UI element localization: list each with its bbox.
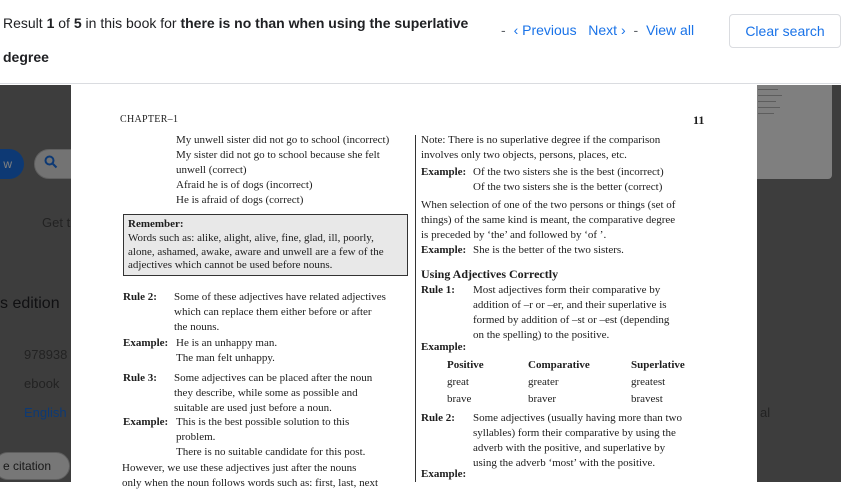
text-line: using the adverb ‘most’ with the positive. [473, 457, 656, 469]
example-label: Example: [421, 166, 467, 178]
result-index: 1 [46, 15, 55, 31]
text-line: they describe, while some as possible and [174, 387, 358, 399]
section-heading: Using Adjectives Correctly [421, 267, 559, 281]
table-cell: great [447, 376, 469, 388]
clear-search-button[interactable]: Clear search [729, 14, 841, 48]
table-cell: braver [528, 393, 557, 405]
rule-label: Rule 1: [421, 284, 455, 296]
selection-paragraph [421, 198, 675, 243]
text-line: My sister did not go to school because she felt [176, 149, 380, 161]
example-label: Example: [421, 468, 467, 480]
text-line: adverb with the positive, and superlative by [473, 442, 666, 454]
chapter-label: CHAPTER–1 [120, 114, 179, 125]
text-line: things) of the same kind is meant, the comparative degree [421, 214, 676, 226]
table-cell: brave [447, 393, 472, 405]
example-text [176, 415, 365, 460]
text-line: addition of –r or –er, and their superlative is [473, 299, 667, 311]
text-line: This is the best possible solution to this [176, 416, 350, 428]
result-mid: in this book for [81, 15, 181, 31]
text-line: There is no suitable candidate for this post. [176, 446, 366, 458]
separator: - [501, 22, 506, 38]
text-line: involves only two objects, persons, places, etc. [421, 149, 627, 161]
text-line: My unwell sister did not go to school (incorrect) [176, 134, 390, 146]
example-label: Example: [421, 341, 467, 353]
rule-label: Rule 3: [123, 372, 157, 384]
text-line: Some of these adjectives have related adjectives [174, 291, 386, 303]
rule-text [473, 283, 669, 343]
text-line: the nouns. [174, 321, 220, 333]
example-text: She is the better of the two sisters. [473, 244, 624, 256]
result-of: of [54, 15, 74, 31]
rule-text [473, 411, 682, 471]
rule-text [174, 290, 386, 335]
text-line: Some adjectives (usually having more than two [473, 412, 682, 424]
book-page-image [71, 85, 757, 489]
text-line: The man felt unhappy. [176, 352, 275, 364]
example-label: Example: [123, 337, 169, 349]
note-paragraph [421, 133, 660, 163]
table-header: Positive [447, 359, 484, 371]
rule-label: Rule 2: [123, 291, 157, 303]
text-line: Of the two sisters she is the better (correct) [473, 181, 663, 193]
text-line: problem. [176, 431, 216, 443]
text-line: is preceded by ‘the’ and followed by ‘of ’. [421, 229, 607, 241]
search-query: there is no than when using the superlative degree [3, 15, 469, 65]
text-line: adjectives which cannot be used before nouns. [128, 259, 333, 271]
text-line: Words such as: alike, alight, alive, fine, glad, ill, poorly, [128, 232, 374, 244]
table-cell: greater [528, 376, 559, 388]
text-line: formed by addition of –st or –est (depending [473, 314, 670, 326]
text-line: When selection of one of the two persons or things (set of [421, 199, 676, 211]
table-cell: greatest [631, 376, 666, 388]
result-prefix: Result [3, 15, 47, 31]
view-all-link[interactable]: View all [646, 22, 695, 38]
text-line: He is an unhappy man. [176, 337, 278, 349]
text-line: He is afraid of dogs (correct) [176, 194, 304, 206]
result-total: 5 [73, 15, 82, 31]
table-header: Comparative [528, 359, 590, 371]
example-label: Example: [421, 244, 467, 256]
text-line: suitable are used just before a noun. [174, 402, 332, 414]
next-result-link[interactable]: Next › [588, 22, 626, 38]
example-text [473, 165, 664, 195]
result-summary [3, 6, 493, 74]
rule-label: Rule 2: [421, 412, 455, 424]
however-paragraph [122, 461, 378, 491]
text-line: only when the noun follows words such as: first, last, next [122, 477, 379, 489]
text-line: unwell (correct) [176, 164, 247, 176]
example-text [176, 336, 277, 366]
table-header: Superlative [631, 359, 685, 371]
remember-box [123, 214, 408, 276]
text-line: alone, ashamed, awake, aware and unwell are a few of the [128, 245, 384, 258]
result-navigation [497, 22, 694, 38]
previous-result-link[interactable]: ‹ Previous [513, 22, 577, 38]
text-line: Note: There is no superlative degree if the comparison [421, 134, 661, 146]
text-line: which can replace them either before or after [174, 306, 372, 318]
page-number: 11 [693, 113, 705, 127]
search-results-bar [0, 0, 841, 84]
text-line: Most adjectives form their comparative by [473, 284, 661, 296]
table-cell: bravest [631, 393, 663, 405]
column-divider [415, 135, 416, 482]
text-line: syllables) form their comparative by using the [473, 427, 676, 439]
separator: - [633, 22, 639, 38]
text-line: on the spelling) to the positive. [473, 329, 610, 341]
text-line: Some adjectives can be placed after the noun [174, 372, 373, 384]
text-line: Of the two sisters she is the best (incorrect) [473, 166, 664, 178]
left-example-lines [176, 133, 389, 208]
example-label: Example: [123, 416, 169, 428]
text-line: Afraid he is of dogs (incorrect) [176, 179, 313, 191]
remember-title: Remember: [128, 218, 184, 230]
rule-text [174, 371, 372, 416]
text-line: However, we use these adjectives just after the nouns [122, 462, 357, 474]
